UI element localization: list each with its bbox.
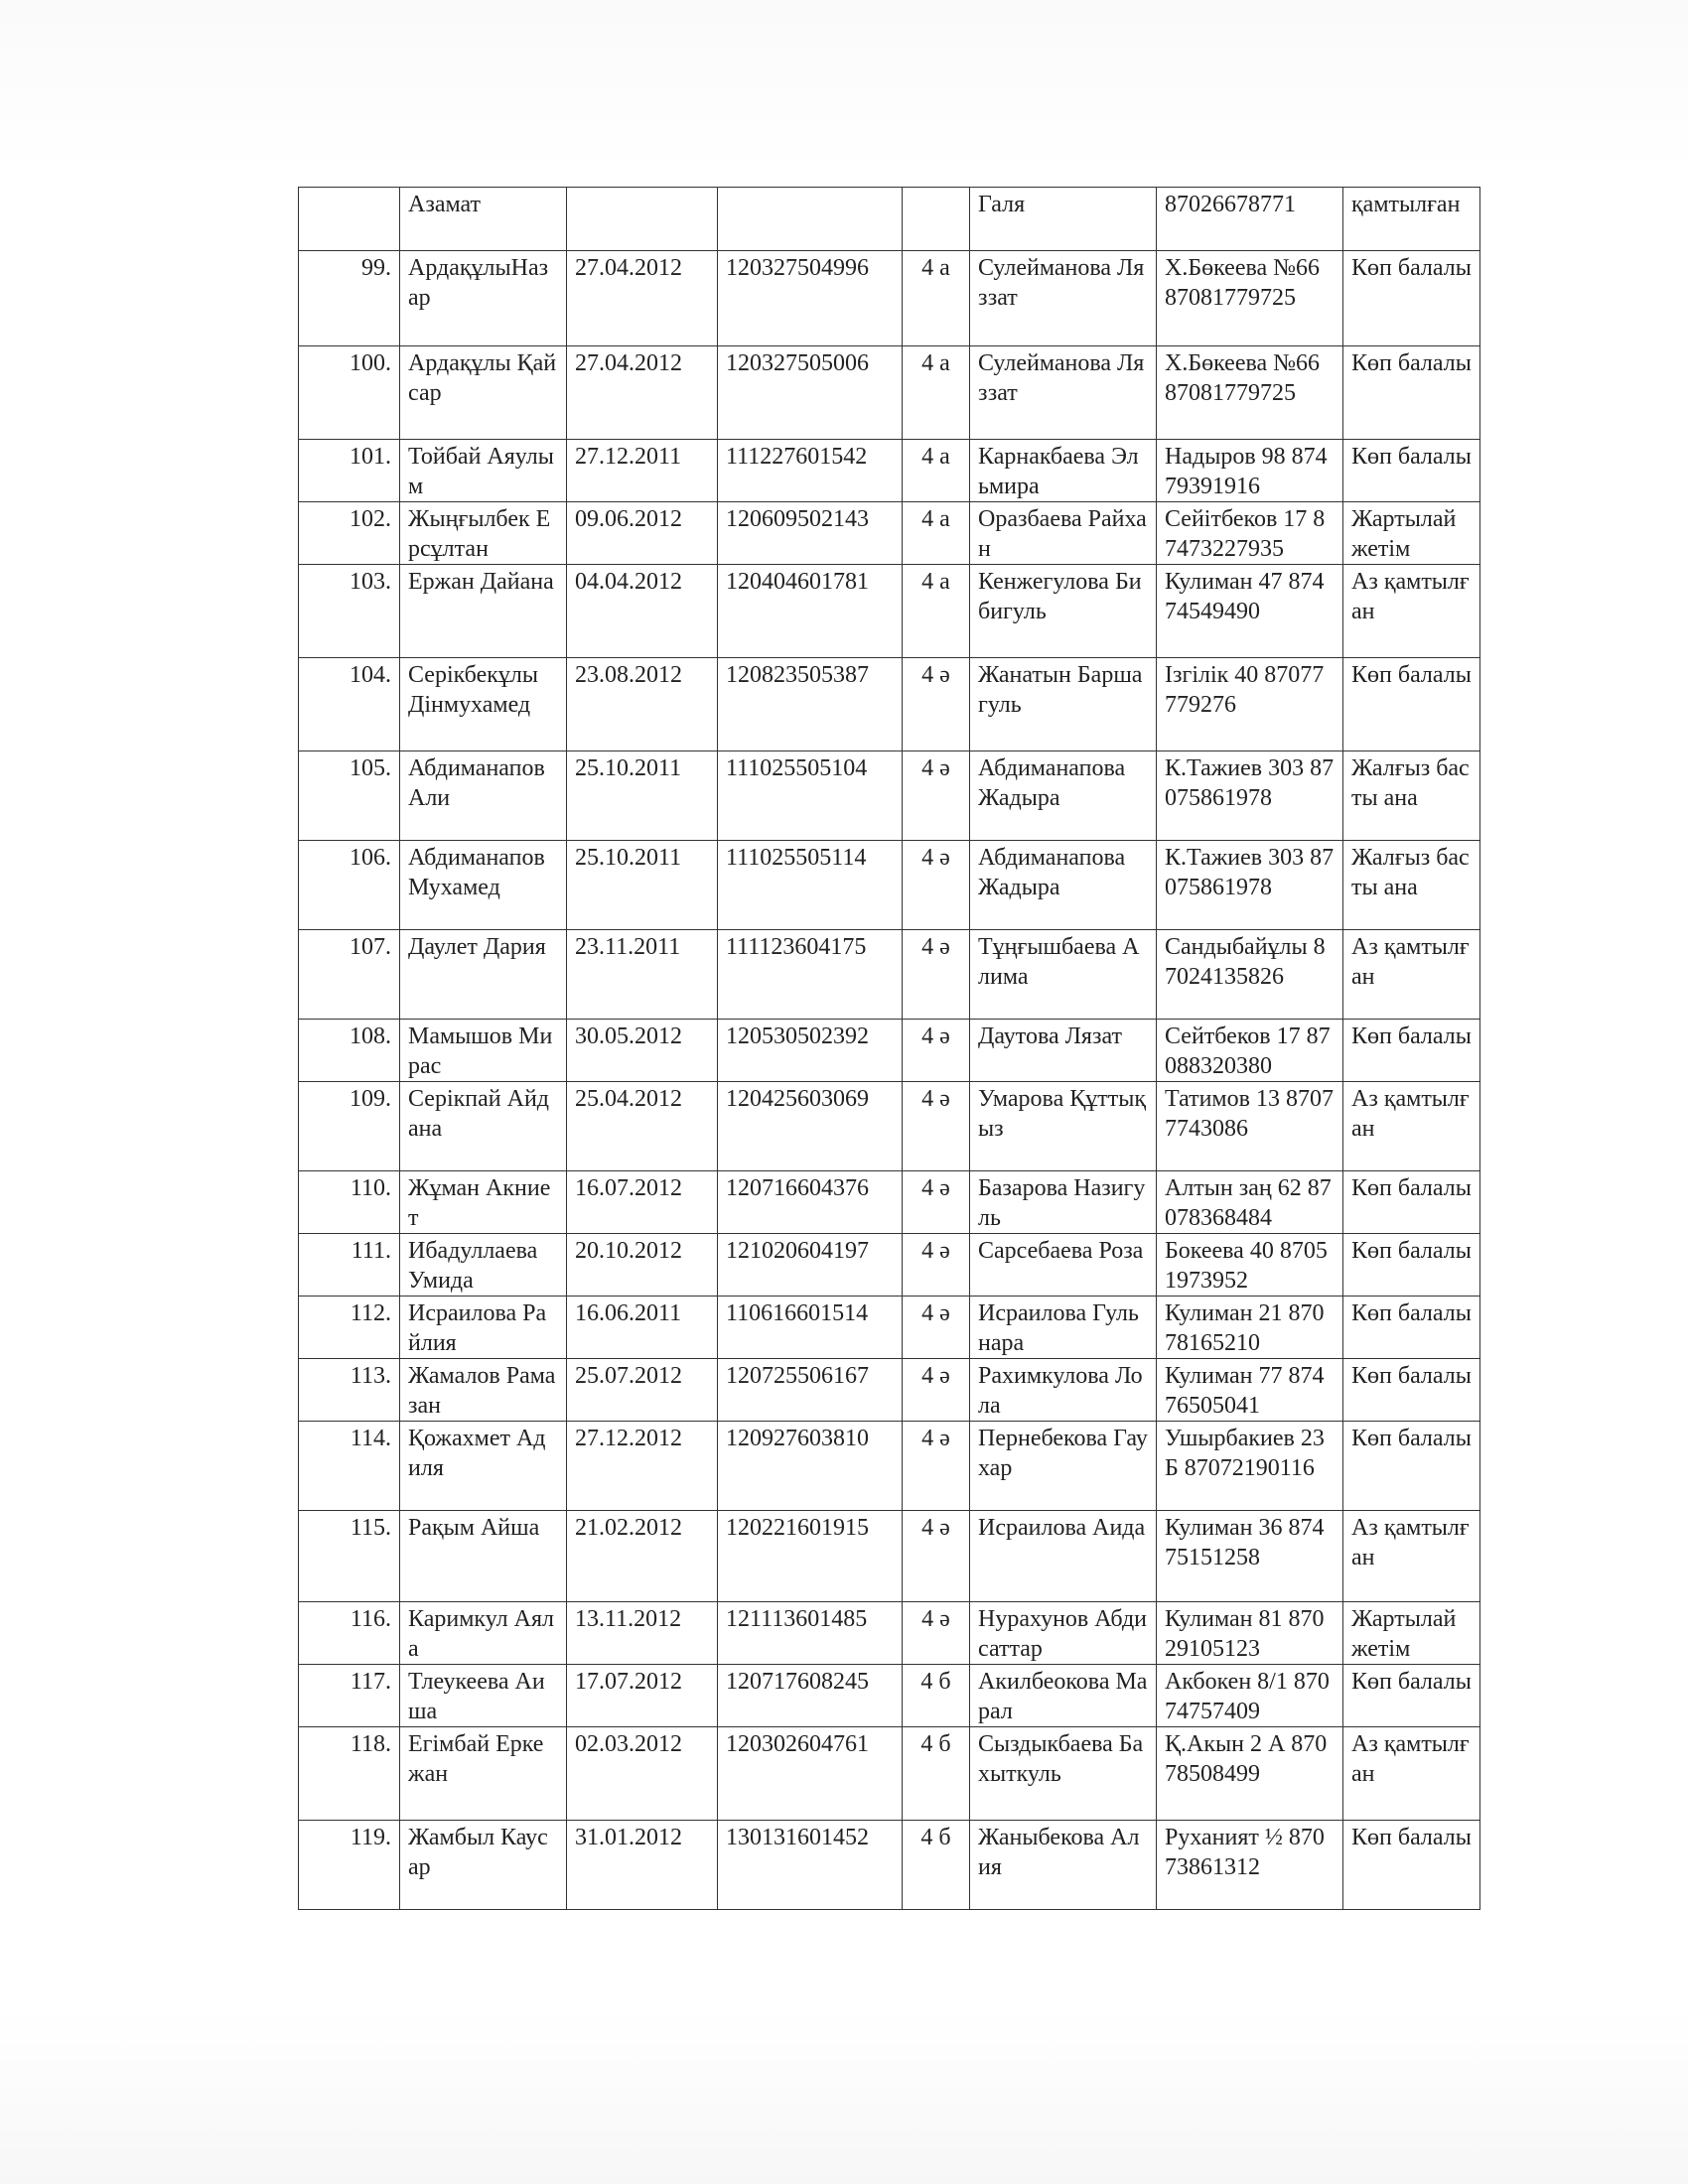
table-row (299, 440, 1480, 502)
row-number-cell: 105. (299, 751, 400, 841)
iin-number-cell: 120609502143 (718, 502, 903, 565)
address-phone-cell: Сейітбеков 17 87473227935 (1157, 502, 1343, 565)
class-name-cell: 4 б (903, 1727, 970, 1821)
row-number-cell: 101. (299, 440, 400, 502)
address-phone-cell: Ізгілік 40 87077779276 (1157, 658, 1343, 751)
child-name-cell: Жұман Акниет (400, 1171, 567, 1234)
social-status-cell: Жалғыз басты ана (1343, 841, 1480, 930)
row-number-cell: 106. (299, 841, 400, 930)
parent-name-cell: Исраилова Гульнара (970, 1297, 1157, 1359)
social-status-cell: Көп балалы (1343, 1020, 1480, 1082)
table-row (299, 1171, 1480, 1234)
iin-number-cell: 120404601781 (718, 565, 903, 658)
table-row (299, 1727, 1480, 1821)
child-name-cell: Рақым Айша (400, 1511, 567, 1602)
social-status-cell: Жартылай жетім (1343, 1602, 1480, 1665)
row-number-cell: 100. (299, 346, 400, 440)
social-status-cell: Аз қамтылған (1343, 930, 1480, 1020)
iin-number-cell: 111123604175 (718, 930, 903, 1020)
row-number-cell: 110. (299, 1171, 400, 1234)
parent-name-cell: Тұңғышбаева Алима (970, 930, 1157, 1020)
child-name-cell: Жамбыл Каусар (400, 1821, 567, 1910)
class-name-cell: 4 ә (903, 930, 970, 1020)
social-status-cell: Көп балалы (1343, 1171, 1480, 1234)
address-phone-cell: Ушырбакиев 23 Б 87072190116 (1157, 1422, 1343, 1511)
class-name-cell: 4 ә (903, 658, 970, 751)
table-row (299, 1020, 1480, 1082)
birth-date-cell: 27.04.2012 (567, 346, 718, 440)
birth-date-cell: 27.04.2012 (567, 251, 718, 346)
row-number-cell: 102. (299, 502, 400, 565)
social-status-cell: Аз қамтылған (1343, 1082, 1480, 1171)
social-status-cell: Көп балалы (1343, 1234, 1480, 1297)
child-name-cell: Мамышов Мирас (400, 1020, 567, 1082)
address-phone-cell: Надыров 98 87479391916 (1157, 440, 1343, 502)
class-name-cell: 4 а (903, 251, 970, 346)
class-name-cell (903, 188, 970, 251)
social-status-cell: Аз қамтылған (1343, 1727, 1480, 1821)
address-phone-cell: К.Тажиев 303 87075861978 (1157, 841, 1343, 930)
parent-name-cell: Пернебекова Гаухар (970, 1422, 1157, 1511)
parent-name-cell: Жаныбекова Алия (970, 1821, 1157, 1910)
social-status-cell: Көп балалы (1343, 440, 1480, 502)
child-name-cell: АрдақұлыНазар (400, 251, 567, 346)
iin-number-cell: 120725506167 (718, 1359, 903, 1422)
iin-number-cell: 130131601452 (718, 1821, 903, 1910)
birth-date-cell: 25.07.2012 (567, 1359, 718, 1422)
iin-number-cell: 120327505006 (718, 346, 903, 440)
iin-number-cell: 120823505387 (718, 658, 903, 751)
social-status-cell: Көп балалы (1343, 346, 1480, 440)
table-row (299, 251, 1480, 346)
birth-date-cell: 27.12.2012 (567, 1422, 718, 1511)
child-name-cell: Тойбай Аяулым (400, 440, 567, 502)
row-number-cell: 109. (299, 1082, 400, 1171)
row-number-cell: 113. (299, 1359, 400, 1422)
class-name-cell: 4 ә (903, 1082, 970, 1171)
birth-date-cell: 31.01.2012 (567, 1821, 718, 1910)
parent-name-cell: Базарова Назигуль (970, 1171, 1157, 1234)
row-number-cell: 104. (299, 658, 400, 751)
child-name-cell: Ардақұлы Қайсар (400, 346, 567, 440)
iin-number-cell: 120327504996 (718, 251, 903, 346)
birth-date-cell: 23.08.2012 (567, 658, 718, 751)
child-name-cell: Даулет Дария (400, 930, 567, 1020)
parent-name-cell: Галя (970, 188, 1157, 251)
row-number-cell: 112. (299, 1297, 400, 1359)
birth-date-cell: 04.04.2012 (567, 565, 718, 658)
row-number-cell (299, 188, 400, 251)
social-status-cell: Көп балалы (1343, 1359, 1480, 1422)
table-row (299, 930, 1480, 1020)
child-name-cell: Исраилова Райлия (400, 1297, 567, 1359)
birth-date-cell: 25.04.2012 (567, 1082, 718, 1171)
address-phone-cell: Бокеева 40 87051973952 (1157, 1234, 1343, 1297)
class-name-cell: 4 ә (903, 1020, 970, 1082)
row-number-cell: 115. (299, 1511, 400, 1602)
table-row (299, 346, 1480, 440)
parent-name-cell: Карнакбаева Эльмира (970, 440, 1157, 502)
address-phone-cell: Кулиман 81 87029105123 (1157, 1602, 1343, 1665)
parent-name-cell: Абдиманапова Жадыра (970, 841, 1157, 930)
parent-name-cell: Жанатын Баршагуль (970, 658, 1157, 751)
child-name-cell: Каримкул Аяла (400, 1602, 567, 1665)
child-name-cell: Ибадуллаева Умида (400, 1234, 567, 1297)
iin-number-cell (718, 188, 903, 251)
class-name-cell: 4 а (903, 502, 970, 565)
iin-number-cell: 111025505114 (718, 841, 903, 930)
table-row (299, 565, 1480, 658)
social-status-cell: Көп балалы (1343, 1297, 1480, 1359)
table-row (299, 1422, 1480, 1511)
table-row (299, 1665, 1480, 1727)
class-name-cell: 4 а (903, 346, 970, 440)
parent-name-cell: Сулейманова Ляззат (970, 251, 1157, 346)
child-name-cell: Серікпай Айдана (400, 1082, 567, 1171)
table-body (299, 188, 1480, 1910)
address-phone-cell: Алтын заң 62 87078368484 (1157, 1171, 1343, 1234)
table-row (299, 1511, 1480, 1602)
iin-number-cell: 120927603810 (718, 1422, 903, 1511)
social-status-cell: Көп балалы (1343, 1422, 1480, 1511)
row-number-cell: 107. (299, 930, 400, 1020)
row-number-cell: 99. (299, 251, 400, 346)
birth-date-cell: 27.12.2011 (567, 440, 718, 502)
address-phone-cell: Руханият ½ 87073861312 (1157, 1821, 1343, 1910)
class-name-cell: 4 ә (903, 1602, 970, 1665)
child-name-cell: Жыңғылбек Ерсұлтан (400, 502, 567, 565)
child-name-cell: Серікбекұлы Дінмухамед (400, 658, 567, 751)
birth-date-cell: 20.10.2012 (567, 1234, 718, 1297)
class-name-cell: 4 ә (903, 1171, 970, 1234)
row-number-cell: 119. (299, 1821, 400, 1910)
table-row (299, 751, 1480, 841)
social-status-cell: Аз қамтылған (1343, 1511, 1480, 1602)
birth-date-cell: 21.02.2012 (567, 1511, 718, 1602)
social-status-cell: Көп балалы (1343, 251, 1480, 346)
address-phone-cell: Татимов 13 87077743086 (1157, 1082, 1343, 1171)
table-row (299, 841, 1480, 930)
iin-number-cell: 120302604761 (718, 1727, 903, 1821)
address-phone-cell: Кулиман 36 87475151258 (1157, 1511, 1343, 1602)
address-phone-cell: Кулиман 47 87474549490 (1157, 565, 1343, 658)
parent-name-cell: Акилбеокова Марал (970, 1665, 1157, 1727)
child-name-cell: Абдиманапов Али (400, 751, 567, 841)
row-number-cell: 118. (299, 1727, 400, 1821)
parent-name-cell: Оразбаева Райхан (970, 502, 1157, 565)
row-number-cell: 111. (299, 1234, 400, 1297)
child-name-cell: Тлеукеева Аиша (400, 1665, 567, 1727)
class-name-cell: 4 б (903, 1665, 970, 1727)
iin-number-cell: 110616601514 (718, 1297, 903, 1359)
class-name-cell: 4 ә (903, 1511, 970, 1602)
parent-name-cell: Сарсебаева Роза (970, 1234, 1157, 1297)
birth-date-cell: 25.10.2011 (567, 751, 718, 841)
birth-date-cell: 16.06.2011 (567, 1297, 718, 1359)
iin-number-cell: 111227601542 (718, 440, 903, 502)
iin-number-cell: 120425603069 (718, 1082, 903, 1171)
address-phone-cell: Қ.Акын 2 А 87078508499 (1157, 1727, 1343, 1821)
row-number-cell: 116. (299, 1602, 400, 1665)
social-status-cell: Жалғыз басты ана (1343, 751, 1480, 841)
parent-name-cell: Рахимкулова Лола (970, 1359, 1157, 1422)
class-name-cell: 4 а (903, 440, 970, 502)
class-name-cell: 4 б (903, 1821, 970, 1910)
birth-date-cell: 17.07.2012 (567, 1665, 718, 1727)
birth-date-cell: 25.10.2011 (567, 841, 718, 930)
iin-number-cell: 121113601485 (718, 1602, 903, 1665)
parent-name-cell: Исраилова Аида (970, 1511, 1157, 1602)
address-phone-cell: Кулиман 21 87078165210 (1157, 1297, 1343, 1359)
iin-number-cell: 120716604376 (718, 1171, 903, 1234)
birth-date-cell: 16.07.2012 (567, 1171, 718, 1234)
table-row (299, 658, 1480, 751)
address-phone-cell: Х.Бөкеева №66 87081779725 (1157, 251, 1343, 346)
social-status-cell: Көп балалы (1343, 658, 1480, 751)
child-name-cell: Жамалов Рамазан (400, 1359, 567, 1422)
address-phone-cell: Сейтбеков 17 87088320380 (1157, 1020, 1343, 1082)
parent-name-cell: Сулейманова Ляззат (970, 346, 1157, 440)
row-number-cell: 103. (299, 565, 400, 658)
address-phone-cell: К.Тажиев 303 87075861978 (1157, 751, 1343, 841)
birth-date-cell: 13.11.2012 (567, 1602, 718, 1665)
birth-date-cell: 23.11.2011 (567, 930, 718, 1020)
child-name-cell: Қожахмет Адиля (400, 1422, 567, 1511)
iin-number-cell: 121020604197 (718, 1234, 903, 1297)
child-name-cell: Абдиманапов Мухамед (400, 841, 567, 930)
iin-number-cell: 111025505104 (718, 751, 903, 841)
birth-date-cell: 02.03.2012 (567, 1727, 718, 1821)
address-phone-cell: Кулиман 77 87476505041 (1157, 1359, 1343, 1422)
row-number-cell: 108. (299, 1020, 400, 1082)
parent-name-cell: Кенжегулова Бибигуль (970, 565, 1157, 658)
table-row (299, 1234, 1480, 1297)
table-row (299, 1297, 1480, 1359)
class-name-cell: 4 ә (903, 1422, 970, 1511)
student-registry-table (298, 187, 1480, 1910)
table-row (299, 1602, 1480, 1665)
social-status-cell: Аз қамтылған (1343, 565, 1480, 658)
class-name-cell: 4 ә (903, 841, 970, 930)
class-name-cell: 4 ә (903, 1297, 970, 1359)
table-row (299, 1821, 1480, 1910)
address-phone-cell: 87026678771 (1157, 188, 1343, 251)
birth-date-cell: 09.06.2012 (567, 502, 718, 565)
table-row (299, 1359, 1480, 1422)
social-status-cell: Жартылай жетім (1343, 502, 1480, 565)
parent-name-cell: Сыздыкбаева Бахыткуль (970, 1727, 1157, 1821)
iin-number-cell: 120221601915 (718, 1511, 903, 1602)
row-number-cell: 117. (299, 1665, 400, 1727)
iin-number-cell: 120717608245 (718, 1665, 903, 1727)
table-row (299, 188, 1480, 251)
parent-name-cell: Абдиманапова Жадыра (970, 751, 1157, 841)
child-name-cell: Азамат (400, 188, 567, 251)
class-name-cell: 4 ә (903, 1359, 970, 1422)
parent-name-cell: Даутова Лязат (970, 1020, 1157, 1082)
birth-date-cell: 30.05.2012 (567, 1020, 718, 1082)
iin-number-cell: 120530502392 (718, 1020, 903, 1082)
child-name-cell: Егімбай Еркежан (400, 1727, 567, 1821)
address-phone-cell: Сандыбайұлы 87024135826 (1157, 930, 1343, 1020)
class-name-cell: 4 ә (903, 751, 970, 841)
row-number-cell: 114. (299, 1422, 400, 1511)
address-phone-cell: Акбокен 8/1 87074757409 (1157, 1665, 1343, 1727)
parent-name-cell: Умарова Құттықыз (970, 1082, 1157, 1171)
social-status-cell: Көп балалы (1343, 1821, 1480, 1910)
social-status-cell: қамтылған (1343, 188, 1480, 251)
child-name-cell: Ержан Дайана (400, 565, 567, 658)
class-name-cell: 4 а (903, 565, 970, 658)
table-row (299, 502, 1480, 565)
parent-name-cell: Нурахунов Абдисаттар (970, 1602, 1157, 1665)
address-phone-cell: Х.Бөкеева №66 87081779725 (1157, 346, 1343, 440)
table-row (299, 1082, 1480, 1171)
class-name-cell: 4 ә (903, 1234, 970, 1297)
social-status-cell: Көп балалы (1343, 1665, 1480, 1727)
birth-date-cell (567, 188, 718, 251)
